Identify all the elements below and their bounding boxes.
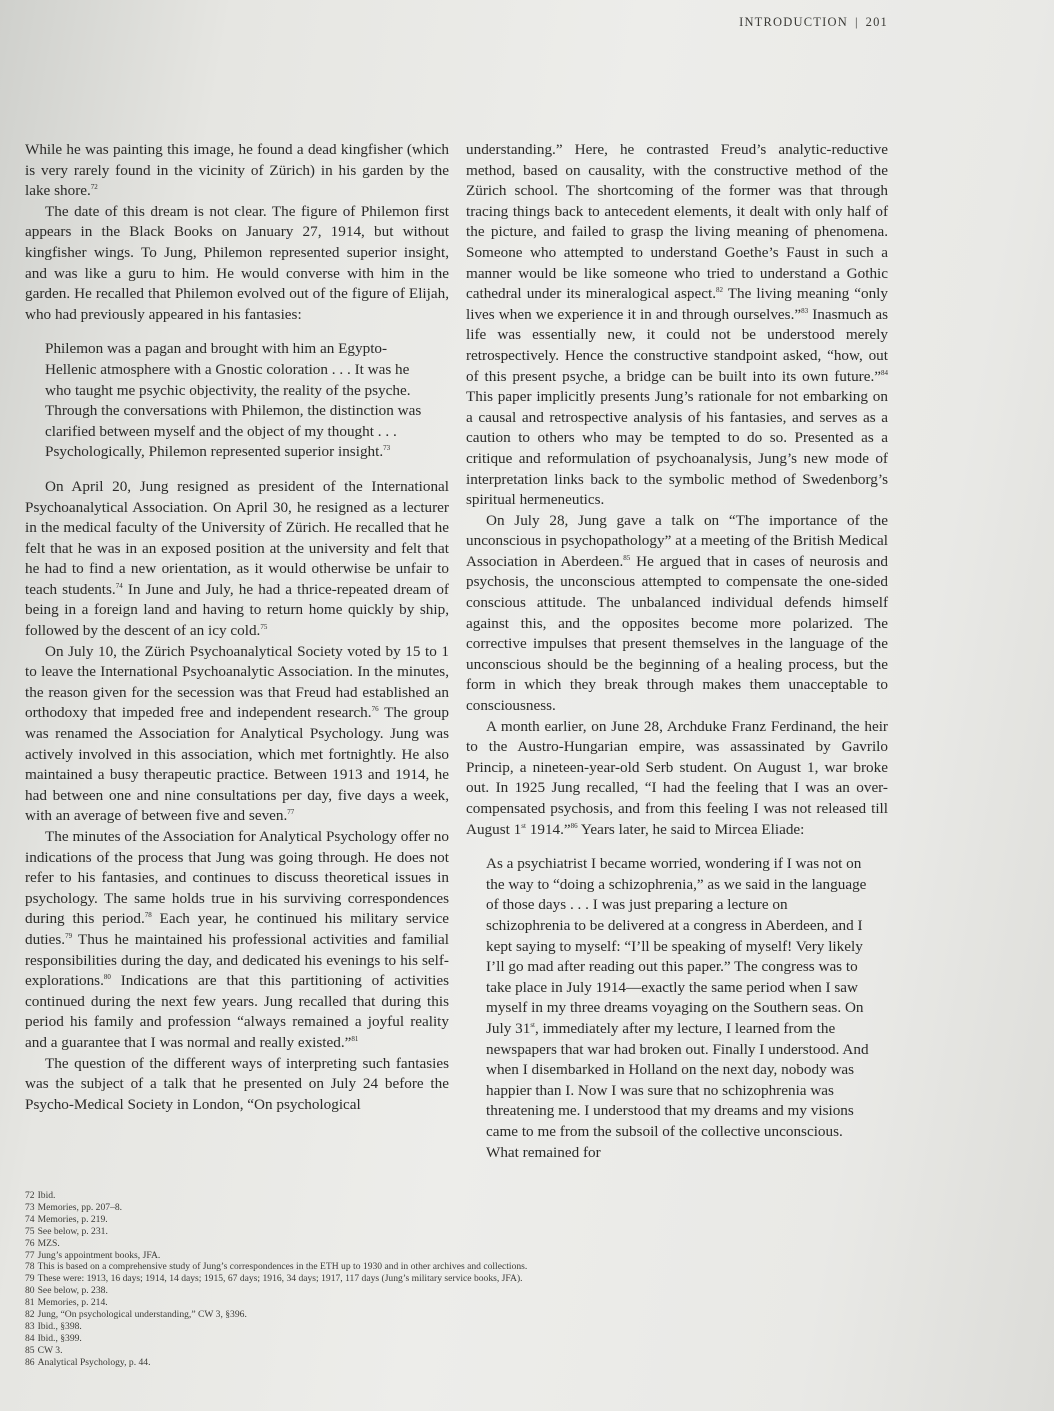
footnote-ref: 84 [881,368,888,377]
running-head [739,15,888,30]
footnote-number: 73 [25,1201,35,1213]
paragraph-text: Years later, he said to Mircea Eliade: [577,820,805,838]
footnote [25,1261,805,1273]
footnote-ref: 80 [103,973,111,982]
footnote-number: 77 [25,1249,35,1261]
paragraph-text: The minutes of the Association for Analytical Psychology offer no indications of the process that Jung was going through. He does not refer to his fantasies, and continues to discuss theoretical issues in psychology. The same holds true in his surviving correspondences during this period. [25,828,449,928]
paragraph-text: The question of the different ways of interpreting such fantasies was the subject of a talk that he presented on July 24 before the Psycho-Medical Society in London, “On psychological [25,1054,449,1113]
paragraph [25,477,449,642]
left-column [25,140,449,1115]
paragraph [25,1054,449,1116]
footnote-ref: 75 [260,623,268,631]
footnote [25,1285,805,1297]
footnote [25,1190,805,1202]
paragraph-text: On July 10, the Zürich Psychoanalytical Society voted by 15 to 1 to leave the International Psychoanalytic Association. In the minutes, the reason given for the secession was that Freud had established an orthodoxy that impeded free and independent research. [25,642,449,722]
footnote [25,1214,805,1226]
footnote-number: 81 [25,1297,35,1309]
paragraph-text: While he was painting this image, he found a dead kingfisher (which is very rarely found in the vicinity of Zürich) in his garden by the lake shore. [25,141,449,200]
footnote [25,1250,805,1262]
footnote-text: Jung’s appointment books, JFA. [37,1249,161,1261]
footnote-text: Memories, p. 219. [37,1213,108,1225]
paragraph-text: Indications are that this partitioning of activities continued during the next few years. Jung recalled that during this period his family and profession “always remained a joyful reality and a guarantee that I was normal and really existed.” [25,972,449,1051]
footnote-ref: 83 [801,306,809,315]
paragraph-text: In June and July, he had a thrice-repeated dream of being in a foreign land and having to return home quickly by ship, followed by the descent of an icy cold. [25,580,449,640]
footnote-ref: 73 [383,444,391,453]
footnote-number: 85 [25,1344,35,1356]
footnote-number: 80 [25,1285,35,1297]
paragraph [466,140,888,511]
paragraph-text: Thus he maintained his professional activities and familial responsibilities during the day, and dedicated his evenings to his self-explorations. [25,930,449,990]
footnote [25,1273,805,1285]
footnote-text: See below, p. 238. [37,1285,108,1297]
footnote-text: Jung, “On psychological understanding,” CW 3, §396. [37,1309,247,1321]
footnote-number: 76 [25,1237,35,1249]
footnote-ref: 77 [287,808,295,817]
footnote-ref: 82 [716,286,723,295]
page-number: 201 [865,15,888,29]
footnote-ref: 76 [371,705,379,714]
paragraph-text: Each year, he continued his military service duties. [25,910,449,948]
quote-text [486,854,872,1163]
paragraph-text: The living meaning “only lives when we experience it in and through ourselves.” [466,285,888,323]
paragraph [25,642,449,827]
block-quote [45,339,431,463]
ordinal-suffix: st [521,821,526,830]
footnote-number: 78 [25,1261,35,1273]
quote-text [45,339,431,463]
section-title: INTRODUCTION [739,15,848,29]
footnote-text: These were: 1913, 16 days; 1914, 14 days; 1915, 67 days; 1916, 34 days; 1917, 117 days (Jung’s military service books, JFA). [37,1273,523,1285]
paragraph-text: understanding.” Here, he contrasted Freud’s analytic-reductive method, based on causality, with the constructive method of the Zürich school. The shortcoming of the former was that through tracing things back to antecedent elements, it dealt with only half of the picture, and failed to grasp the living meaning of phenomena. Someone who attempted to understand Goethe’s Faust in such a manner would be like someone who tried to understand a Gothic cathedral under its mineralogical aspect. [466,141,888,303]
footnote [25,1297,805,1309]
footnotes [25,1190,805,1369]
footnote [25,1202,805,1214]
footnote [25,1238,805,1250]
footnote-ref: 86 [570,821,578,830]
paragraph [25,827,449,1054]
footnote-ref: 79 [65,931,73,940]
footnote-number: 82 [25,1309,35,1321]
footnote-ref: 74 [115,581,123,590]
footnote-number: 75 [25,1225,35,1237]
paragraph-text: The date of this dream is not clear. The figure of Philemon first appears in the Black Books on January 27, 1914, but without kingfisher wings. To Jung, Philemon represented superior insight, and was like a guru to him. He would converse with him in the garden. He recalled that Philemon evolved out of the figure of Elijah, who had previously appeared in his fantasies: [25,202,449,323]
footnote-text: MZS. [37,1237,60,1249]
quote-body: , immediately after my lecture, I learned from the newspapers that war had broken out. Finally I understood. And when I disembarked in Holland on the next day, nobody was happier than I. Now I was sure that no schizophrenia was threatening me. I understood that my dreams and my visions came to me from the subsoil of the collective unconscious. What remained for [486,1019,869,1161]
footnote-number: 86 [25,1356,35,1368]
footnote-text: Ibid., §398. [37,1320,82,1332]
paragraph-text: This paper implicitly presents Jung’s rationale for not embarking on a causal and retrospective analysis of his fantasies, and serves as a caution to others who may be tempted to do so. Presented as a critique and reformulation of psychoanalysis, Jung’s new mode of interpretation links back to the symbolic method of Swedenborg’s spiritual hermeneutics. [466,388,888,509]
ordinal-suffix: st [530,1020,535,1029]
footnote-number: 79 [25,1273,35,1285]
paragraph [466,511,888,717]
footnote-number: 83 [25,1320,35,1332]
footnote-text: CW 3. [37,1344,63,1356]
block-quote [486,854,872,1163]
footnote [25,1357,805,1369]
quote-body: As a psychiatrist I became worried, wondering if I was not on the way to “doing a schizophrenia,” as we said in the language of those days . . . I was just preparing a lecture on schizophrenia to be delivered at a congress in Aberdeen, and I kept saying to myself: “I’ll be speaking of myself! Very likely I’ll go mad after reading out this paper.” The congress was to take place in July 1914—exactly the same period when I saw myself in my three dreams voyaging on the Southern seas. On July 31 [486,855,867,1037]
footnote-text: This is based on a comprehensive study of Jung’s correspondences in the ETH up to 1930 and in other archives and collections. [37,1261,528,1273]
paragraph [466,717,888,841]
paragraph-text: On July 28, Jung gave a talk on “The importance of the unconscious in psychopathology” at a meeting of the British Medical Association in Aberdeen. [466,511,888,570]
footnote-text: See below, p. 231. [37,1225,108,1237]
footnote-text: Ibid. [37,1190,56,1201]
footnote-ref: 81 [351,1034,359,1043]
paragraph-text: Inasmuch as life was essentially new, it could not be understood merely retrospectively. Hence the constructive standpoint asked, “how, out of this present psyche, a bridge can be built into its own future.” [466,305,888,385]
paragraph-text: 1914.” [525,820,571,838]
footnote-number: 72 [25,1190,35,1201]
footnote [25,1321,805,1333]
footnote-ref: 72 [90,183,98,192]
footnote-ref: 85 [623,553,631,562]
footnote-text: Memories, p. 214. [37,1297,108,1309]
footnote [25,1309,805,1321]
footnote-number: 84 [25,1332,35,1344]
footnote-text: Analytical Psychology, p. 44. [37,1356,151,1368]
paragraph-text: The group was renamed the Association for Analytical Psychology. Jung was actively involved in this association, which met fortnightly. He also maintained a busy therapeutic practice. Between 1913 and 1914, he had between one and nine consultations per day, five days a week, with an average of between five and seven. [25,704,449,825]
footnote [25,1345,805,1357]
header-separator: | [854,15,859,29]
paragraph [25,140,449,202]
footnote-ref: 78 [144,911,152,920]
paragraph-text: He argued that in cases of neurosis and psychosis, the unconscious attempted to compensate the one-sided conscious attitude. The unbalanced individual defends himself against this, and the opposites become more polarized. The corrective impulses that present themselves in the language of the unconscious should be the beginning of a healing process, but the form in which they break through makes them unacceptable to consciousness. [466,552,888,715]
paragraph [25,202,449,326]
right-column [466,140,888,1177]
quote-body: Philemon was a pagan and brought with him an Egypto-Hellenic atmosphere with a Gnostic coloration . . . It was he who taught me psychic objectivity, the reality of the psyche. Through the conversations with Philemon, the distinction was clarified between myself and the object of my thought . . . Psychologically, Philemon represented superior insight. [45,340,422,461]
footnote [25,1226,805,1238]
footnote-text: Ibid., §399. [37,1332,82,1344]
footnote-text: Memories, pp. 207–8. [37,1201,123,1213]
footnote [25,1333,805,1345]
footnote-number: 74 [25,1213,35,1225]
paragraph-text: A month earlier, on June 28, Archduke Franz Ferdinand, the heir to the Austro-Hungarian empire, was assassinated by Gavrilo Princip, a nineteen-year-old Serb student. On August 1, war broke out. In 1925 Jung recalled, “I had the feeling that I was an over-compensated psychosis, and from this feeling I was not released till August 1 [466,717,888,838]
paragraph-text: On April 20, Jung resigned as president of the International Psychoanalytical Association. On April 30, he resigned as a lecturer in the medical faculty of the University of Zürich. He recalled that he felt that he was in an exposed position at the university and felt that he had to find a new orientation, as it would otherwise be unfair to teach students. [25,477,449,598]
